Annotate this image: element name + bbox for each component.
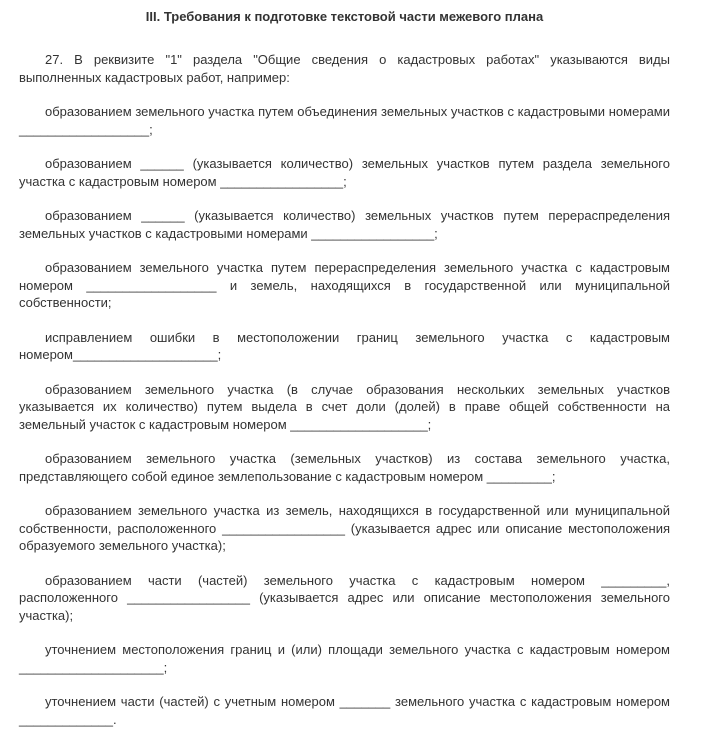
list-item: образованием земельного участка путем объединения земельных участков с кадастровыми номерами __________________; (19, 104, 670, 137)
list-item: уточнением части (частей) с учетным номером _______ земельного участка с кадастровым номером _____________. (19, 694, 670, 727)
list-item: исправлением ошибки в местоположении границ земельного участка с кадастровым номером____________________; (19, 329, 670, 362)
list-item: образованием ______ (указывается количество) земельных участков путем перераспределения земельных участков с кадастровыми номерами _________________; (19, 208, 670, 241)
list-item: уточнением местоположения границ и (или) площади земельного участка с кадастровым номером ____________________; (19, 642, 670, 675)
list-item: образованием земельного участка (земельных участков) из состава земельного участка, представляющего собой единое землепользование с кадастровым номером _________; (19, 451, 670, 484)
paragraph-intro: 27. В реквизите "1" раздела "Общие сведения о кадастровых работах" указываются виды выполненных кадастровых работ, например: (19, 52, 670, 85)
list-item: образованием части (частей) земельного участка с кадастровым номером _________, расположенного _________________ (указывается адрес или описание местоположения земельного участка); (19, 572, 670, 623)
list-item: образованием ______ (указывается количество) земельных участков путем раздела земельного участка с кадастровым номером _________________; (19, 156, 670, 189)
list-item: образованием земельного участка из земель, находящихся в государственной или муниципальной собственности, расположенного _________________ (указывается адрес или описание местоположения образуемого земельного участка); (19, 503, 670, 553)
list-item: образованием земельного участка (в случае образования нескольких земельных участков указывается их количество) путем выдела в счет доли (долей) в праве общей собственности на земельный участок с кадастровым номером ___________________; (19, 381, 670, 432)
list-item: образованием земельного участка путем перераспределения земельного участка с кадастровым номером __________________ и земель, находящихся в государственной или муниципальной собственности; (19, 260, 670, 310)
section-heading: III. Требования к подготовке текстовой части межевого плана (145, 9, 544, 24)
